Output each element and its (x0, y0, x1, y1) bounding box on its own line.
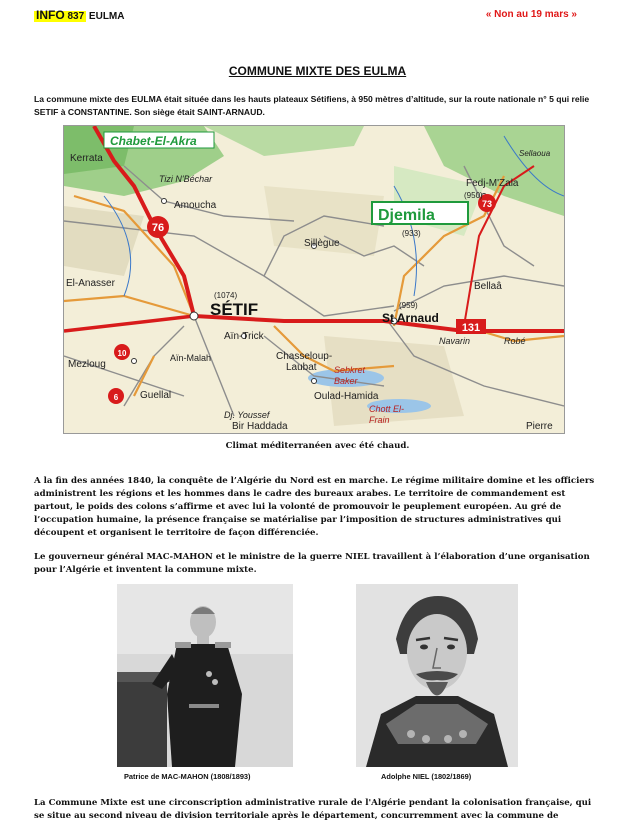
info-highlight (34, 8, 86, 22)
label-st-arnaud: St Arnaud (382, 311, 439, 325)
label-pierre: Pierre (526, 421, 553, 432)
label-setif: SÉTIF (210, 300, 259, 319)
label-sebkret: Sebkret (334, 365, 366, 375)
label-laubat: Laubat (286, 362, 317, 373)
map-drawing (64, 126, 564, 433)
label-ain-trick: Aïn-Trick (224, 331, 264, 342)
label-sellaoua: Sellaoua (519, 149, 551, 158)
label-alt-933: (933) (402, 229, 421, 238)
label-chott: Chott El- (369, 404, 405, 414)
caption-mac-mahon: Patrice de MAC-MAHON (1808/1893) (124, 772, 251, 781)
label-guellal: Guellal (140, 390, 172, 401)
intro-paragraph: La commune mixte des EULMA était située dans les hauts plateaux Sétifiens, à 950 mètres d’altitude, sur la route nationale n° 5 qui relie SETIF à CONSTANTINE. Son siège était SAINT-ARNAUD. (34, 94, 590, 117)
route-131: 131 (461, 322, 481, 334)
route-73: 73 (481, 199, 493, 209)
document-header (34, 8, 124, 22)
region-map (63, 125, 565, 434)
label-youssef: Dj. Youssef (224, 410, 270, 420)
label-baker: Baker (334, 376, 358, 386)
label-ain-malah: Aïn-Malah (170, 353, 212, 363)
label-alt-1074: (1074) (214, 291, 238, 300)
status-slogan: « Non au 19 mars » (485, 9, 577, 20)
route-76: 76 (151, 222, 165, 234)
label-fedj: Fedj-M'Zala (466, 178, 519, 189)
label-bellaa: Bellaâ (474, 281, 502, 292)
portrait-mac-mahon-drawing (117, 584, 293, 767)
label-navarin: Navarin (439, 336, 471, 346)
label-sillegue: Sillègue (304, 238, 340, 249)
portrait-niel-drawing (356, 584, 518, 767)
route-6: 6 (113, 393, 119, 402)
caption-niel: Adolphe NIEL (1802/1869) (381, 772, 472, 781)
label-oulad: Oulad-Hamida (314, 391, 379, 402)
definition-paragraph: La Commune Mixte est une circonscription administrative rurale de l'Algérie pendant la colonisation française, qui se situe au second niveau de division territoriale après le département, concurremment avec la commune de (34, 798, 592, 821)
label-chabet: Chabet-El-Akra (110, 134, 197, 148)
label-chasseloup: Chasseloup- (276, 351, 333, 362)
info-label: INFO (36, 8, 65, 22)
topic-label: EULMA (88, 11, 125, 22)
label-alt-959: (959) (399, 301, 418, 310)
label-tizi: Tizi N'Béchar (159, 174, 213, 184)
label-frain: Frain (369, 415, 390, 425)
label-bir: Bir Haddada (232, 421, 288, 432)
history-paragraph: A la fin des années 1840, la conquête de l’Algérie du Nord est en marche. Le régime militaire domine et les officiers administrent les régions et les hommes dans le cadre des bureaux arabes. Le territoire de commandement est partout, le poids des colons s’affirme et avec lui la volonté de promouvoir le peuplement européen. Au gré de l’occupation humaine, la présence française se matérialise par l’imposition de structures administratives qui découpent et organisent le territoire de façon différenciée. (34, 476, 595, 538)
page-title: COMMUNE MIXTE DES EULMA (228, 64, 407, 78)
label-kerrata: Kerrata (70, 153, 103, 164)
label-djemila: Djemila (378, 207, 435, 224)
governor-paragraph: Le gouverneur général MAC-MAHON et le ministre de la guerre NIEL travaillent à l’élaboration d’une organisation pour l’Algérie et inventent la commune mixte. (34, 552, 590, 575)
label-amoucha: Amoucha (174, 200, 217, 211)
label-alt-950: (950) (464, 191, 483, 200)
label-robe: Robé (504, 336, 526, 346)
label-mezloug: Mezloug (68, 359, 106, 370)
info-number: 837 (67, 11, 85, 22)
portrait-niel (356, 584, 518, 767)
map-caption: Climat méditerranéen avec été chaud. (225, 441, 410, 451)
portrait-mac-mahon (117, 584, 293, 767)
route-10: 10 (117, 349, 127, 358)
label-el-anasser: El-Anasser (66, 278, 115, 289)
